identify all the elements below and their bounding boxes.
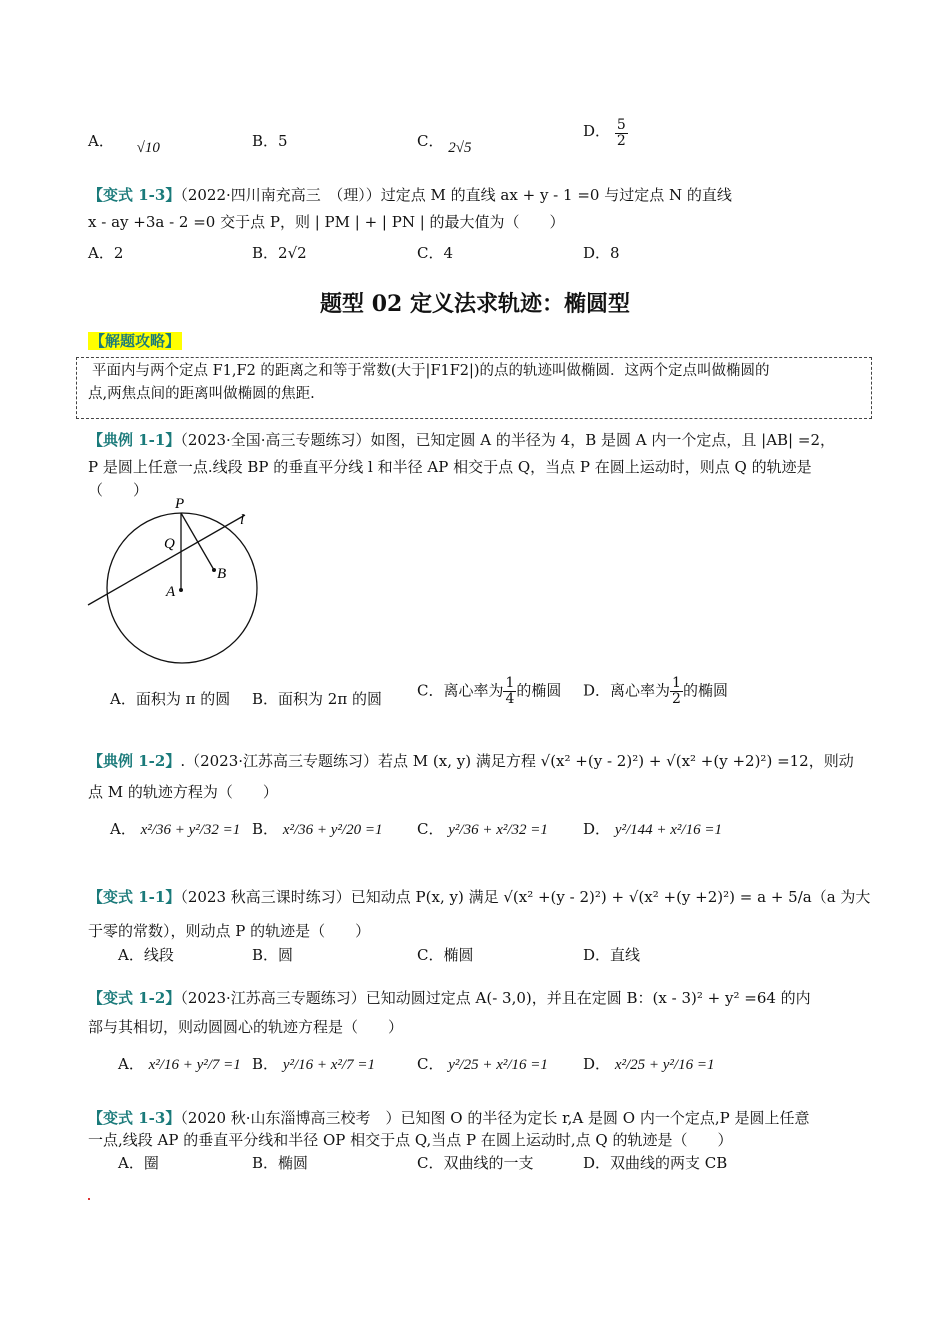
q0-option-d-fraction: $\frac{5}{2}$	[616, 117, 626, 149]
ex12-option-d: D． y²/144 + x²/16 =1	[583, 820, 722, 838]
q0-option-c-value: 2√5	[448, 140, 472, 156]
v13b-option-a: A．圈	[118, 1154, 159, 1172]
v13b-option-c: C．双曲线的一支	[417, 1154, 534, 1172]
v11-line1: 【变式 1-1】（2023 秋高三课时练习）已知动点 P(x, y) 满足 √(x² +(y - 2)²) + √(x² +(y +2)²) = a + 5/a（a 为大	[88, 888, 871, 906]
q13a-option-a: A．2	[88, 244, 124, 262]
ex12-option-b: B． x²/36 + y²/20 =1	[252, 820, 383, 838]
ex11-option-d: D．离心率为 $\frac{1}{2}$ 的椭圆	[583, 675, 728, 707]
q0-option-d: D． $\frac{5}{2}$	[583, 117, 626, 149]
v11-option-b: B．圆	[252, 946, 294, 964]
q13a-line2: x - ay +3a - 2 =0 交于点 P，则 | PM | + | PN | 的最大值为（ ）	[88, 213, 565, 231]
v12-option-a: A． x²/16 + y²/7 =1	[118, 1055, 241, 1073]
q0-option-c: C． 2√5	[417, 132, 472, 156]
v12-option-c: C． y²/25 + x²/16 =1	[417, 1055, 548, 1073]
v11-tag: 【变式 1-1】	[88, 888, 181, 906]
v11-option-c: C．椭圆	[417, 946, 474, 964]
v12-option-d: D． x²/25 + y²/16 =1	[583, 1055, 715, 1073]
strategy-text-1: 平面内与两个定点 F1,F2 的距离之和等于常数(大于|F1F2|)的点的轨迹叫做椭圆．这两个定点叫做椭圆的	[92, 363, 770, 379]
q13a-option-b: B．2√2	[252, 244, 307, 262]
ex11-tag: 【典例 1-1】	[88, 431, 181, 449]
ex12-option-c: C． y²/36 + x²/32 =1	[417, 820, 548, 838]
q13a-option-d: D．8	[583, 244, 620, 262]
ex12-option-a: A． x²/36 + y²/32 =1	[110, 820, 241, 838]
v11-option-d: D．直线	[583, 946, 641, 964]
v12-line2: 部与其相切，则动圆圆心的轨迹方程是（ ）	[88, 1018, 404, 1036]
point-b	[212, 568, 216, 572]
v13b-tag: 【变式 1-3】	[88, 1109, 181, 1127]
ex11-line2: P 是圆上任意一点.线段 BP 的垂直平分线 l 和半径 AP 相交于点 Q，当点 P 在圆上运动时，则点 Q 的轨迹是	[88, 458, 812, 476]
v12-option-b: B． y²/16 + x²/7 =1	[252, 1055, 375, 1073]
ex11-line3: （ ）	[88, 481, 149, 499]
v13b-option-d: D．双曲线的两支 CB	[583, 1154, 728, 1172]
point-a	[179, 588, 183, 592]
strategy-text-2: 点,两焦点间的距离叫做椭圆的焦距.	[88, 386, 315, 402]
v13b-line2: 一点,线段 AP 的垂直平分线和半径 OP 相交于点 Q,当点 P 在圆上运动时,点 Q 的轨迹是（ ）	[88, 1131, 733, 1149]
label-b: B	[217, 566, 227, 582]
ex11-option-a: A．面积为 π 的圆	[110, 690, 231, 708]
label-l: l	[240, 512, 245, 528]
q13a-line1: 【变式 1-3】（2022·四川南充高三 （理））过定点 M 的直线 ax + y - 1 =0 与过定点 N 的直线	[88, 186, 732, 204]
ex12-line1: 【典例 1-2】.（2023·江苏高三专题练习）若点 M (x, y) 满足方程 √(x² +(y - 2)²) + √(x² +(y +2)²) =12，则动	[88, 752, 854, 770]
v12-line1: 【变式 1-2】（2023·江苏高三专题练习）已知动圆过定点 A(- 3,0)，并且在定圆 B：(x - 3)² + y² =64 的内	[88, 989, 811, 1007]
label-q: Q	[164, 536, 175, 552]
label-p: P	[175, 496, 185, 512]
v11-option-a: A．线段	[118, 946, 174, 964]
segment-bp	[181, 513, 214, 570]
ex11-figure	[80, 490, 280, 675]
q13a-tag: 【变式 1-3】	[88, 186, 181, 204]
label-a: A	[166, 584, 176, 600]
v12-tag: 【变式 1-2】	[88, 989, 181, 1007]
ex11-option-c: C．离心率为 $\frac{1}{4}$ 的椭圆	[417, 675, 562, 707]
ex12-tag: 【典例 1-2】	[88, 752, 181, 770]
strategy-label: 【解题攻略】	[90, 332, 181, 350]
stray-mark	[88, 1198, 90, 1200]
section-title: 题型 02 定义法求轨迹：椭圆型	[320, 291, 630, 317]
q13a-option-c: C．4	[417, 244, 454, 262]
ex12-line2: 点 M 的轨迹方程为（ ）	[88, 783, 278, 801]
q0-option-a-value: √10	[136, 140, 160, 156]
q0-option-a: A． √10	[88, 132, 160, 156]
v13b-line1: 【变式 1-3】（2020 秋·山东淄博高三校考 ）已知图 O 的半径为定长 r,A 是圆 O 内一个定点,P 是圆上任意	[88, 1109, 810, 1127]
q0-option-b: B．5	[252, 132, 288, 150]
ex11-option-b: B．面积为 2π 的圆	[252, 690, 382, 708]
v11-line2: 于零的常数），则动点 P 的轨迹是（ ）	[88, 922, 371, 940]
v13b-option-b: B．椭圆	[252, 1154, 309, 1172]
circle-a	[107, 513, 257, 663]
ex11-line1: 【典例 1-1】（2023·全国·高三专题练习）如图，已知定圆 A 的半径为 4，B 是圆 A 内一个定点，且 |AB| =2，	[88, 431, 835, 449]
